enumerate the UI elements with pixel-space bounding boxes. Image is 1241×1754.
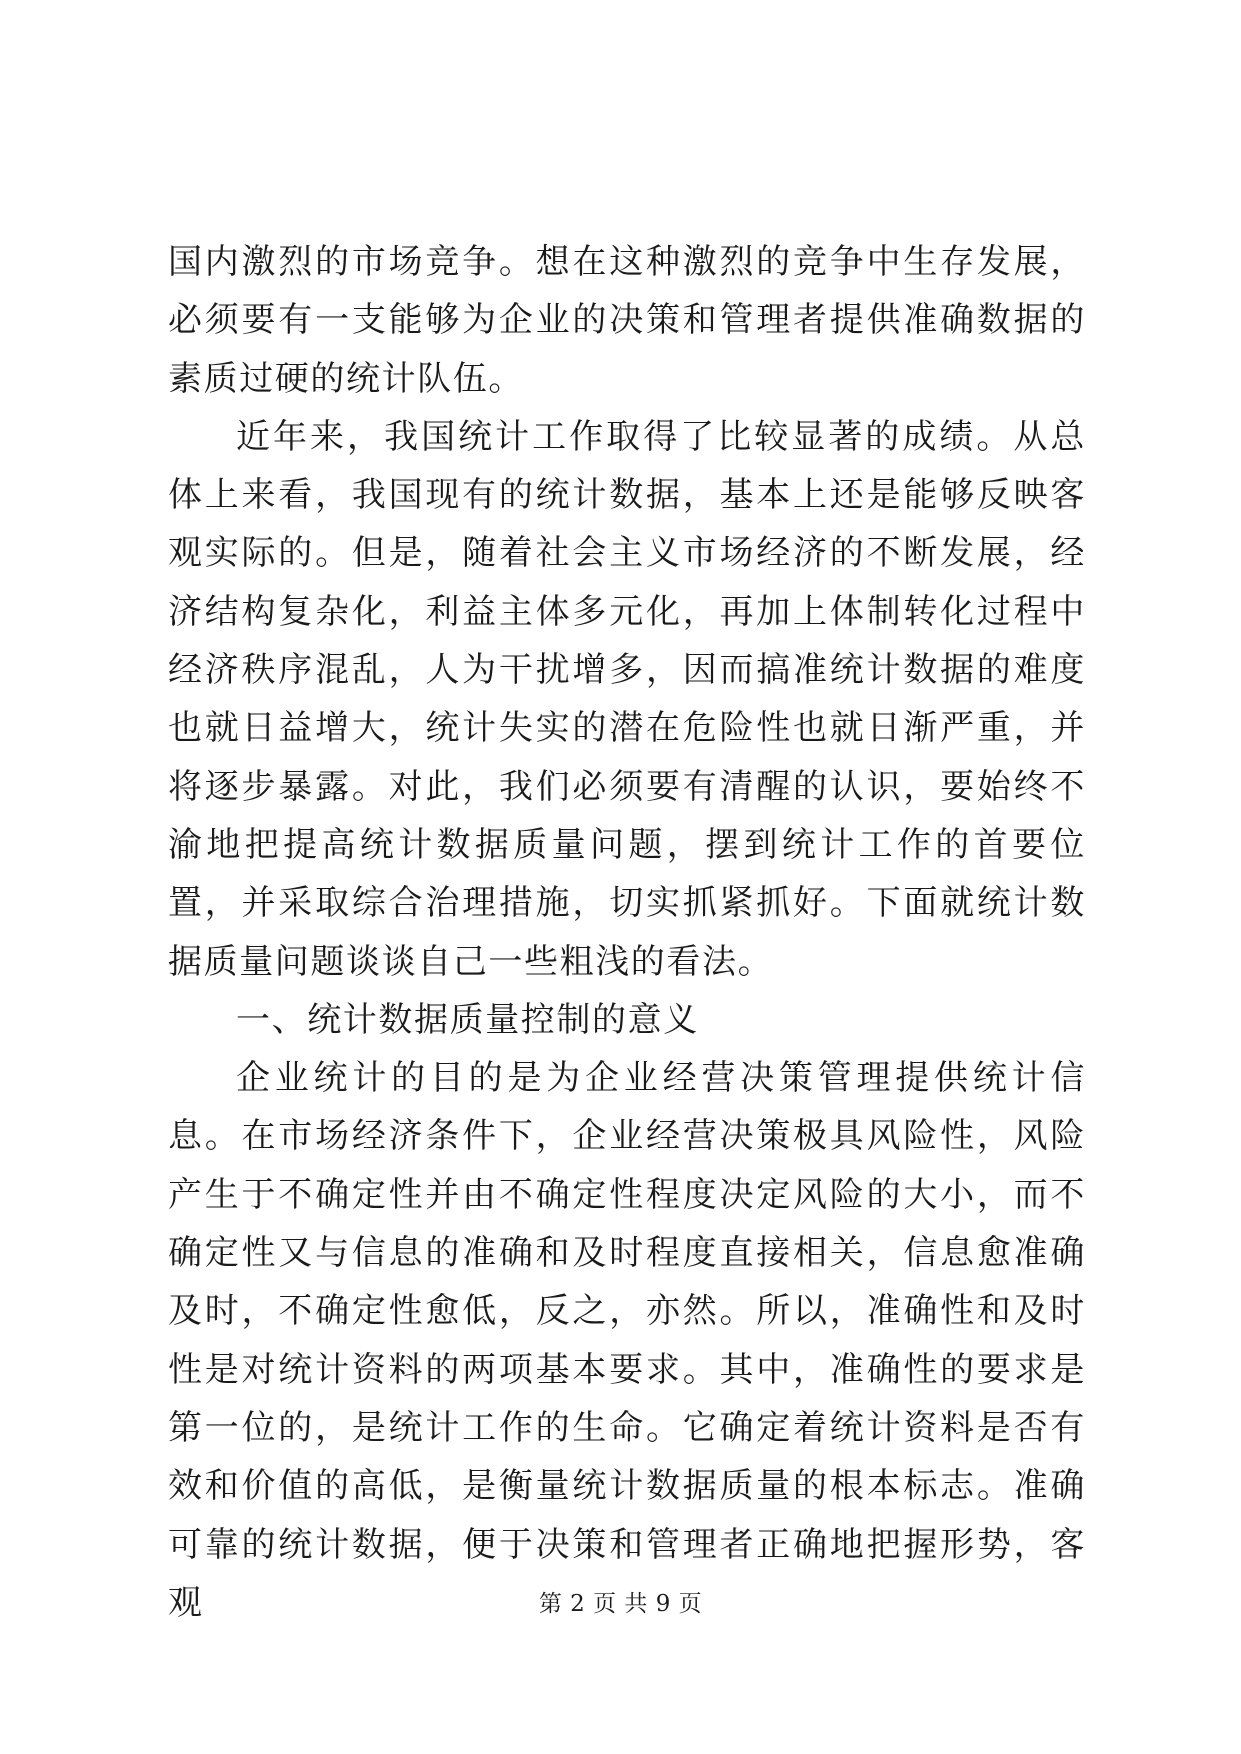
section-heading: 一、统计数据质量控制的意义 (236, 999, 699, 1040)
body-text (168, 233, 1086, 1632)
paragraph-enterprise-statistics: 企业统计的目的是为企业经营决策管理提供统计信息。在市场经济条件下，企业经营决策极具风险性，风险产生于不确定性并由不确定性程度决定风险的大小，而不确定性又与信息的准确和及时程度直接相关，信息愈准确及时，不确定性愈低，反之，亦然。所以，准确性和及时性是对统计资料的两项基本要求。其中，准确性的要求是第一位的，是统计工作的生命。它确定着统计资料是否有效和价值的高低，是衡量统计数据质量的根本标志。准确可靠的统计数据，便于决策和管理者正确地把握形势，客观 (168, 1058, 1086, 1623)
paragraph-recent-years: 近年来，我国统计工作取得了比较显著的成绩。从总体上来看，我国现有的统计数据，基本上还是能够反映客观实际的。但是，随着社会主义市场经济的不断发展，经济结构复杂化，利益主体多元化，再加上体制转化过程中经济秩序混乱，人为干扰增多，因而搞准统计数据的难度也就日益增大，统计失实的潜在危险性也就日渐严重，并将逐步暴露。对此，我们必须要有清醒的认识，要始终不渝地把提高统计数据质量问题，摆到统计工作的首要位置，并采取综合治理措施，切实抓紧抓好。下面就统计数据质量问题谈谈自己一些粗浅的看法。 (168, 416, 1086, 982)
paragraph-continuation: 国内激烈的市场竞争。想在这种激烈的竞争中生存发展，必须要有一支能够为企业的决策和管理者提供准确数据的素质过硬的统计队伍。 (168, 242, 1086, 399)
page-number: 第 2 页 共 9 页 (538, 1591, 703, 1617)
